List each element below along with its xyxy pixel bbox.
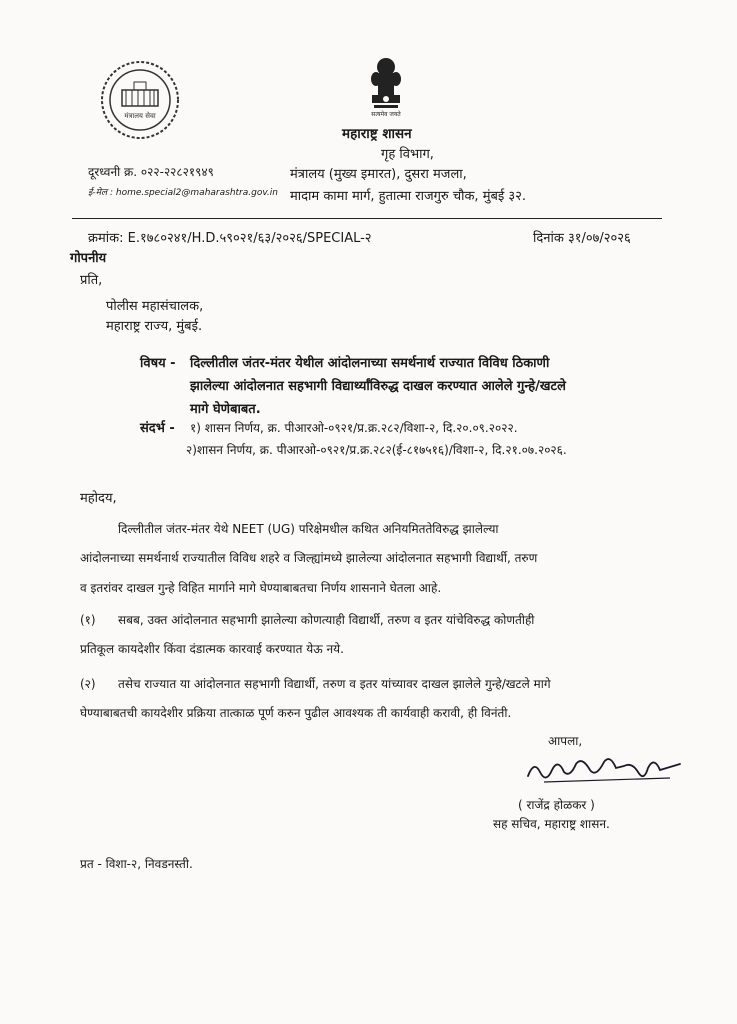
- closing: आपला,: [548, 734, 583, 748]
- national-emblem-icon: [364, 55, 408, 117]
- confidential-label: गोपनीय: [70, 251, 107, 266]
- gov-title: महाराष्ट्र शासन: [342, 126, 412, 142]
- salutation: महोदय,: [80, 491, 117, 506]
- point-2-number: (२): [80, 677, 96, 691]
- point-2-line-1: तसेच राज्यात या आंदोलनात सहभागी विद्यार्थी, तरुण व इतर यांच्यावर दाखल झालेले गुन्हे/खटले मागे: [118, 677, 551, 691]
- point-1-line-2: प्रतिकूल कायदेशीर किंवा दंडात्मक कारवाई करण्यात येऊ नये.: [80, 642, 344, 656]
- paragraph-1-line-1: दिल्लीतील जंतर-मंतर येथे NEET (UG) परिक्षेमधील कथित अनियमिततेविरुद्ध झालेल्या: [118, 522, 499, 536]
- recipient-line-2: महाराष्ट्र राज्य, मुंबई.: [106, 319, 203, 334]
- letter-date: दिनांक ३१/०७/२०२६: [533, 231, 631, 246]
- reference-line-2: २)शासन निर्णय, क्र. पीआरओ-०९२१/प्र.क्र.२८२(ई-८१७५१६)/विशा-२, दि.२१.०७.२०२६.: [186, 443, 567, 457]
- email-address: ई-मेल : home.special2@maharashtra.gov.in: [88, 188, 279, 198]
- point-1-line-1: सबब, उक्त आंदोलनात सहभागी झालेल्या कोणत्याही विद्यार्थी, तरुण व इतर यांचेविरुद्ध कोणतीही: [118, 613, 535, 627]
- subject-line-2: झालेल्या आंदोलनात सहभागी विद्यार्थ्यांविरुद्ध दाखल करण्यात आलेले गुन्हे/खटले: [190, 379, 566, 394]
- signatory-designation: सह सचिव, महाराष्ट्र शासन.: [493, 817, 610, 831]
- signatory-name: ( राजेंद्र होळकर ): [518, 798, 595, 812]
- recipient-line-1: पोलीस महासंचालक,: [106, 299, 204, 314]
- point-2-line-2: घेण्याबाबतची कायदेशीर प्रक्रिया तात्काळ पूर्ण करुन पुढील आवश्यक ती कार्यवाही करावी, ही विनंती.: [80, 706, 512, 720]
- department: गृह विभाग,: [381, 147, 434, 162]
- reference-label: संदर्भ -: [140, 421, 175, 436]
- reference-number: क्रमांक: E.१७८०२४१/H.D.५९०२१/६३/२०२६/SPECIAL-२: [88, 231, 372, 246]
- subject-line-3: मागे घेणेबाबत.: [190, 402, 261, 417]
- address-line-2: मादाम कामा मार्ग, हुतात्मा राजगुरु चौक, मुंबई ३२.: [290, 189, 527, 204]
- subject-label: विषय -: [140, 356, 176, 371]
- paragraph-1-line-3: व इतरांवर दाखल गुन्हे विहित मार्गाने मागे घेण्याबाबतचा निर्णय शासनाने घेतला आहे.: [80, 581, 442, 595]
- phone-number: दूरध्वनी क्र. ०२२-२२८२१९४९: [88, 165, 214, 179]
- mantralaya-seal-icon: [100, 60, 180, 140]
- paragraph-1-line-2: आंदोलनाच्या समर्थनार्थ राज्यातील विविध शहरे व जिल्ह्यांमध्ये झालेल्या आंदोलनात सहभागी विद्यार्थी, तरुण: [80, 551, 538, 565]
- handwritten-signature-icon: [520, 742, 690, 792]
- svg-text:सत्यमेव जयते: सत्यमेव जयते: [371, 111, 401, 117]
- svg-text:मंत्रालय सेवा: मंत्रालय सेवा: [124, 112, 156, 120]
- header-divider: [72, 218, 662, 219]
- reference-line-1: १) शासन निर्णय, क्र. पीआरओ-०९२१/प्र.क्र.२८२/विशा-२, दि.२०.०९.२०२२.: [190, 421, 518, 435]
- point-1-number: (१): [80, 613, 96, 627]
- prati-label: प्रति,: [80, 273, 103, 288]
- subject-line-1: दिल्लीतील जंतर-मंतर येथील आंदोलनाच्या समर्थनार्थ राज्यात विविध ठिकाणी: [190, 356, 550, 371]
- address-line-1: मंत्रालय (मुख्य इमारत), दुसरा मजला,: [290, 167, 467, 182]
- copy-to: प्रत - विशा-२, निवडनस्ती.: [80, 857, 193, 871]
